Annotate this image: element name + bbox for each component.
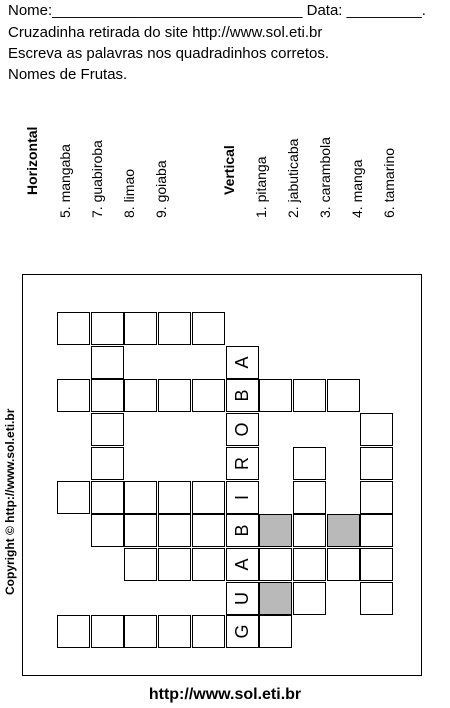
horizontal-title: Horizontal: [24, 126, 40, 195]
grid-cell[interactable]: [259, 548, 292, 581]
instruction-line: Escreva as palavras nos quadradinhos corretos.: [8, 45, 330, 62]
grid-cell[interactable]: [293, 514, 326, 547]
grid-cell[interactable]: [57, 312, 90, 345]
vertical-title: Vertical: [221, 145, 237, 195]
filled-letter: A: [231, 558, 252, 571]
grid-cell[interactable]: [124, 548, 157, 581]
grid-cell[interactable]: [91, 514, 124, 547]
shaded-cell[interactable]: [259, 514, 292, 547]
filled-letter: R: [231, 456, 252, 470]
filled-letter: G: [231, 624, 252, 639]
grid-cell[interactable]: [91, 447, 124, 480]
grid-cell[interactable]: [192, 379, 225, 412]
grid-cell[interactable]: [327, 379, 360, 412]
shaded-cell[interactable]: [327, 514, 360, 547]
filled-letter: B: [231, 524, 252, 537]
source-line: Cruzadinha retirada do site http://www.sol.eti.br: [8, 24, 323, 41]
clue-item: 5. mangaba: [57, 144, 73, 218]
filled-letter: O: [231, 422, 252, 437]
grid-cell[interactable]: [327, 548, 360, 581]
clue-item: 9. goiaba: [153, 160, 169, 218]
grid-cell[interactable]: [192, 514, 225, 547]
grid-cell[interactable]: [158, 514, 191, 547]
grid-cell[interactable]: [57, 481, 90, 514]
grid-cell[interactable]: [360, 413, 393, 446]
grid-cell[interactable]: [124, 312, 157, 345]
grid-cell[interactable]: [57, 379, 90, 412]
grid-cell[interactable]: [57, 615, 90, 648]
grid-cell[interactable]: [293, 379, 326, 412]
filled-letter: B: [231, 389, 252, 402]
grid-cell[interactable]: [293, 548, 326, 581]
grid-cell[interactable]: [91, 346, 124, 379]
grid-cell[interactable]: [158, 312, 191, 345]
grid-cell[interactable]: [124, 615, 157, 648]
clue-item: 6. tamarino: [381, 147, 397, 218]
grid-cell[interactable]: [158, 379, 191, 412]
grid-cell[interactable]: [91, 379, 124, 412]
filled-letter: I: [231, 494, 252, 500]
grid-cell[interactable]: [192, 615, 225, 648]
grid-cell[interactable]: [259, 615, 292, 648]
grid-cell[interactable]: [360, 514, 393, 547]
grid-cell[interactable]: [293, 582, 326, 615]
shaded-cell[interactable]: [259, 582, 292, 615]
filled-letter: A: [231, 356, 252, 369]
clue-item: 8. limao: [121, 168, 137, 218]
grid-cell[interactable]: [360, 447, 393, 480]
grid-cell[interactable]: [192, 312, 225, 345]
grid-cell[interactable]: [124, 481, 157, 514]
grid-cell[interactable]: [192, 481, 225, 514]
theme-line: Nomes de Frutas.: [8, 66, 128, 83]
footer-url: http://www.sol.eti.br: [148, 686, 302, 703]
clue-item: 1. pitanga: [253, 156, 269, 218]
name-date-line: Nome:______________________________ Data: _________.: [8, 2, 426, 19]
grid-cell[interactable]: [91, 615, 124, 648]
grid-cell[interactable]: [91, 312, 124, 345]
grid-cell[interactable]: [293, 447, 326, 480]
grid-cell[interactable]: [192, 548, 225, 581]
copyright-text: Copyright © http://www.sol.eti.br: [3, 408, 17, 595]
grid-cell[interactable]: [360, 481, 393, 514]
grid-cell[interactable]: [259, 379, 292, 412]
clue-item: 7. guabiroba: [89, 140, 105, 218]
clue-item: 3. carambola: [317, 137, 333, 218]
grid-cell[interactable]: [360, 582, 393, 615]
grid-cell[interactable]: [124, 379, 157, 412]
clue-item: 2. jabuticaba: [285, 138, 301, 218]
filled-letter: U: [231, 591, 252, 605]
grid-cell[interactable]: [293, 481, 326, 514]
grid-cell[interactable]: [124, 514, 157, 547]
grid-cell[interactable]: [91, 481, 124, 514]
grid-cell[interactable]: [158, 481, 191, 514]
clue-item: 4. manga: [349, 159, 365, 218]
grid-cell[interactable]: [360, 548, 393, 581]
grid-cell[interactable]: [158, 615, 191, 648]
grid-cell[interactable]: [158, 548, 191, 581]
grid-cell[interactable]: [91, 413, 124, 446]
